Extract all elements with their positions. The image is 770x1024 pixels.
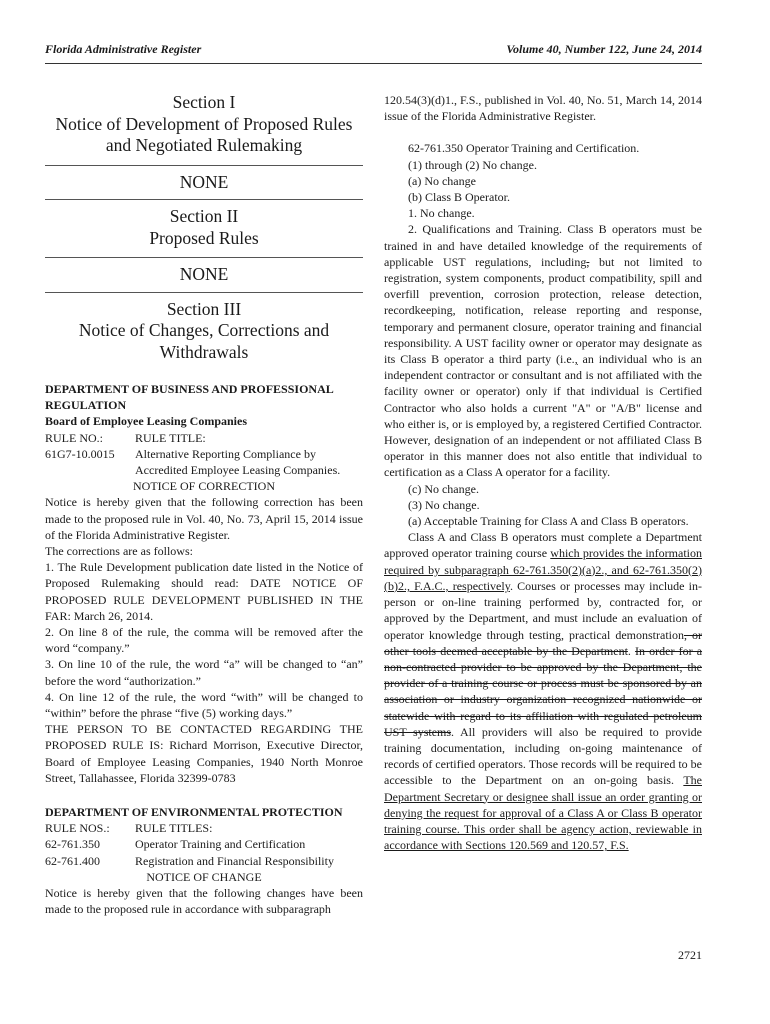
section-1-none: NONE [179,171,229,192]
section-divider [45,199,363,200]
rule-line: 1. No change. [408,206,475,221]
section-1-heading [45,92,363,157]
rule-titles-label: RULE TITLES: [135,821,213,836]
section-2-heading [45,206,363,249]
dep-rule-header-row [45,820,363,836]
rule-heading: 62-761.350 Operator Training and Certification. [408,141,640,156]
rule-title-line1: Alternative Reporting Compliance by [135,446,316,461]
section-divider [45,165,363,166]
dbpr-department-line1: DEPARTMENT OF BUSINESS AND PROFESSIONAL [45,382,334,396]
dbpr-rule-row [45,446,363,478]
change-intro-continued: 120.54(3)(d)1., F.S., published in Vol. 40, No. 51, March 14, 2014 issue of the Florida Administrative Register. [384,93,702,124]
rule-number: 62-761.350 [45,837,100,852]
running-header-volume: Volume 40, Number 122, June 24, 2014 [506,42,702,56]
inserted-text: which provides the information required by subparagraph 62-761.350(2)(a)2., and 62-761.350(2)(b)2., F.A.C., respectively [384,546,702,593]
contact-person: THE PERSON TO BE CONTACTED REGARDING THE PROPOSED RULE IS: Richard Morrison, Executive Director, Board of Employee Leasing Companies, 1940 North Monroe Street, Tallahassee, Florida 32399-0783 [45,722,363,785]
rule-number: 62-761.400 [45,853,100,868]
section-divider [45,257,363,258]
dep-notice [45,804,363,917]
page-number: 2721 [678,948,702,962]
rule-title [135,446,363,478]
dep-rule-row-1 [45,836,363,852]
section-1-title-line2: and Negotiated Rulemaking [105,135,303,155]
notice-of-correction: NOTICE OF CORRECTION [132,479,275,494]
dep-rule-row-2 [45,853,363,869]
rule-title-line2: Accredited Employee Leasing Companies. [135,463,341,478]
deleted-text: In order for a non-contracted provider to be approved by the Department, the provider of a training course or process must be sponsored by an association or industry organization recognized nationwide or statewide with regard to its affiliation with regulated petroleum UST systems [384,643,703,739]
correction-intro: Notice is hereby given that the following correction has been made to the proposed rule in Vol. 40, No. 73, April 15, 2014 issue of the Florida Administrative Register. [45,495,363,542]
section-divider [45,292,363,293]
dep-department: DEPARTMENT OF ENVIRONMENTAL PROTECTION [45,805,343,820]
text-run: . [627,643,636,658]
rule-line: (1) through (2) No change. [408,157,537,172]
correction-item-2: 2. On line 8 of the rule, the comma will be removed after the word “company.” [45,625,363,656]
rule-no-label: RULE NO.: [45,430,103,445]
running-header-title: Florida Administrative Register [45,42,202,56]
change-intro: Notice is hereby given that the following changes have been made to the proposed rule in accordance with subparagraph [45,886,363,917]
rule-number: 61G7-10.0015 [45,446,115,461]
section-2-none: NONE [179,264,229,284]
text-run: . All providers will also be required to provide training documentation, including on-going maintenance of records of certified operators. Those records will be required to be accessible to the Department on an on-going basis. [384,724,702,788]
section-3-heading [45,299,363,364]
text-run: an individual who is an independent contractor or consultant and is not affiliated with the facility owner or operator) only if that individual is Certified Contractor who also holds a current "A" or "A/B" license and who either is, or is employed by, a registered Certified Contractor. However, designation of an independent or not affiliated Class B operator in this manner does not also entitle that individual to certification as a Class A operator for a facility. [384,352,702,480]
text-run: Class A and Class B operators must complete a Department approved operator training course [384,530,702,561]
correction-item-1: 1. The Rule Development publication date listed in the Notice of Proposed Rulemaking should read: DATE NOTICE OF PROPOSED RULE DEVELOPMENT PUBLISHED IN THE FAR: March 26, 2014. [45,560,363,623]
rule-title: Registration and Financial Responsibility [135,853,334,868]
text-run: but not limited to registration, system components, product compatibility, spill and overfill prevention, corrosion protection, release detection, recordkeeping, notification, release reporting and response, temporary and permanent closure, operator training and financial responsibility. A UST facility owner or operator may designate as its Class B operator a third party (i.e. [384,254,702,367]
training-paragraph [384,529,702,853]
rule-nos-label: RULE NOS.: [45,821,110,836]
dbpr-rule-header-row [45,430,363,446]
rule-line: (3) No change. [408,497,480,512]
rule-title-label: RULE TITLE: [135,430,206,445]
rule-line: (a) No change [408,173,476,188]
rule-title: Operator Training and Certification [135,837,306,852]
dbpr-notice [45,381,363,786]
text-run: . Courses or processes may include in-person or on-line training performed by, contracted for, or approved by the Department, and must include an evaluation of operator knowledge through testing, practical demonstration [384,578,702,642]
dbpr-department-line2: REGULATION [45,398,127,413]
section-3-title-line2: Withdrawals [159,341,249,362]
correction-item-3: 3. On line 10 of the rule, the word “a” will be changed to “an” before the word “authorization.” [45,657,363,688]
section-1-title-line1: Notice of Development of Proposed Rules [55,113,353,134]
qualifications-paragraph [384,221,702,480]
section-2-title: Proposed Rules [149,227,259,248]
section-1-label: Section I [172,92,236,112]
notice-of-change: NOTICE OF CHANGE [146,869,262,884]
header-rule [45,63,702,64]
deleted-text: , [586,254,590,269]
inserted-text: The Department Secretary or designee shall issue an order granting or denying the request for approval of a Class A or Class B operator training course. This order shall be agency action, reviewable in accordance with Sections 120.569 and 120.57, F.S. [384,773,702,853]
section-3-title-line1: Notice of Changes, Corrections and [78,320,330,340]
section-2-label: Section II [169,206,239,226]
inserted-text: , [574,352,578,367]
right-column [384,92,702,853]
deleted-text: , or other tools deemed acceptable by the Department [384,627,702,658]
rule-line: (a) Acceptable Training for Class A and Class B operators. [408,514,689,529]
rule-line: (c) No change. [408,481,479,496]
corrections-lead: The corrections are as follows: [45,544,193,559]
text-run: 2. Qualifications and Training. Class B operators must be trained in and have detailed knowledge of the requirements of applicable UST regulations, including [384,222,702,269]
section-3-label: Section III [166,298,242,319]
rule-line: (b) Class B Operator. [408,190,510,205]
dbpr-board: Board of Employee Leasing Companies [45,414,248,429]
left-column [45,92,363,918]
correction-item-4: 4. On line 12 of the rule, the word “with” will be changed to “within” before the phrase “five (5) working days.” [45,689,363,721]
